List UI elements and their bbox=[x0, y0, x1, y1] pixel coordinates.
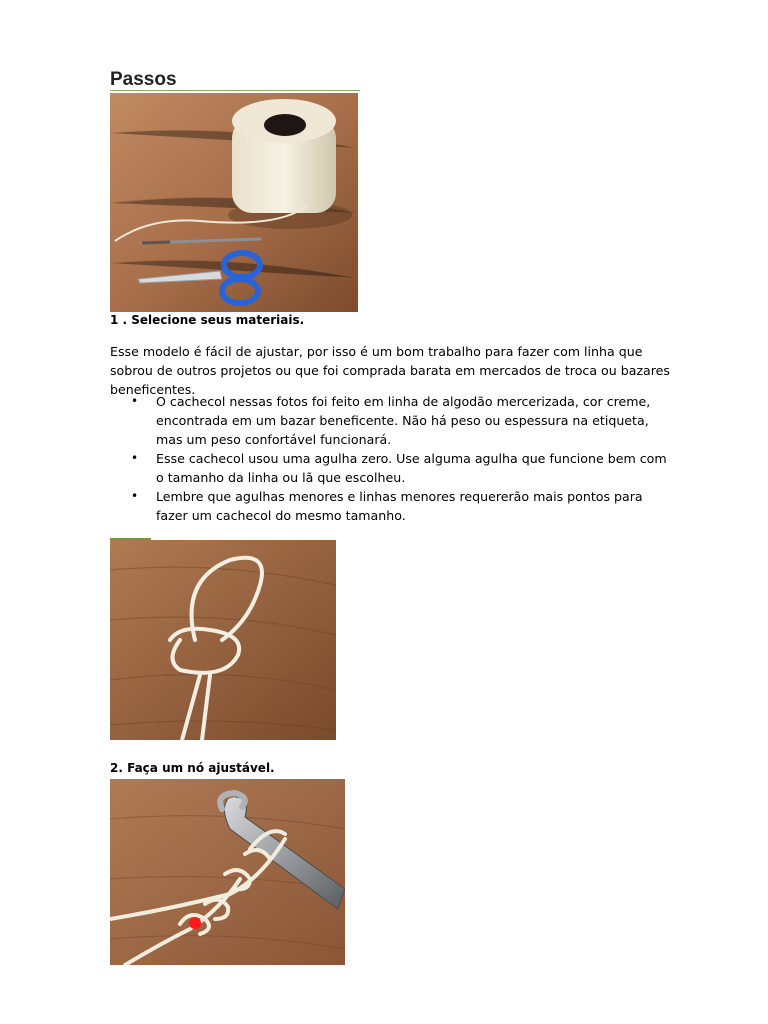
step-2-caption: 2. Faça um nó ajustável. bbox=[110, 761, 275, 775]
step-1-intro: Esse modelo é fácil de ajustar, por isso é um bom trabalho para fazer com linha que sobrou de outros projetos ou que foi comprada barata em mercados de troca ou bazares beneficentes. bbox=[110, 344, 670, 397]
list-item bbox=[110, 392, 670, 449]
slip-knot-photo bbox=[110, 540, 336, 740]
list-item bbox=[110, 449, 670, 487]
list-item-text: Esse cachecol usou uma agulha zero. Use alguma agulha que funcione bem com o tamanho da linha ou lã que escolheu. bbox=[156, 451, 667, 485]
highlight-dot bbox=[189, 917, 201, 929]
heading-underline bbox=[110, 90, 360, 91]
step-1-bullet-list bbox=[110, 392, 670, 525]
bullet-icon: • bbox=[131, 489, 139, 503]
list-item bbox=[110, 487, 670, 525]
bullet-icon: • bbox=[131, 394, 139, 408]
bullet-icon: • bbox=[131, 451, 139, 465]
list-item-text: O cachecol nessas fotos foi feito em linha de algodão mercerizada, cor creme, encontrada em um bazar beneficente. Não há peso ou espessura na etiqueta, mas um peso confortável funcionará. bbox=[156, 394, 651, 447]
section-heading: Passos bbox=[110, 69, 177, 90]
crochet-chain-photo bbox=[110, 779, 345, 965]
step-1-caption: 1 . Selecione seus materiais. bbox=[110, 313, 305, 327]
list-item-text: Lembre que agulhas menores e linhas menores requererão mais pontos para fazer um cachecol do mesmo tamanho. bbox=[156, 489, 643, 523]
materials-photo bbox=[110, 93, 358, 312]
